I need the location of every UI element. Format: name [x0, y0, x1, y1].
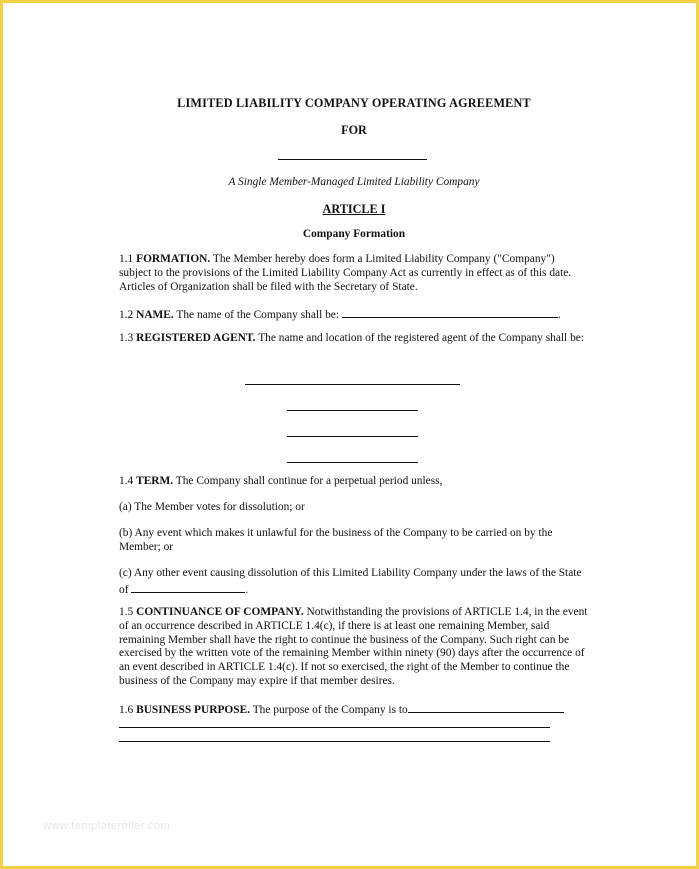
section-heading-term: TERM. — [136, 475, 174, 487]
document-subtitle: A Single Member-Managed Limited Liability Company — [228, 176, 480, 188]
section-text: The purpose of the Company is to — [250, 704, 408, 716]
period: . — [245, 583, 249, 596]
for-label: FOR — [341, 123, 367, 137]
section-1-3 — [119, 332, 589, 346]
section-1-2 — [119, 306, 589, 323]
section-1-1 — [119, 253, 589, 294]
section-number: 1.1 — [119, 253, 134, 265]
document-title: LIMITED LIABILITY COMPANY OPERATING AGREEMENT — [177, 96, 531, 110]
agent-address-line-1[interactable] — [287, 410, 418, 411]
company-name-field[interactable] — [342, 306, 558, 318]
period: . — [557, 309, 561, 321]
term-clause-b: (b) Any event which makes it unlawful for the business of the Company to be carried on by the Member; or — [119, 527, 553, 553]
watermark: www.templateroller.com — [43, 820, 171, 832]
section-1-4 — [119, 475, 589, 489]
section-text: The name of the Company shall be: — [173, 309, 339, 321]
section-heading-business-purpose: BUSINESS PURPOSE. — [136, 704, 251, 716]
term-clause-a: (a) The Member votes for dissolution; or — [119, 501, 305, 513]
section-number: 1.3 — [119, 332, 134, 344]
section-text: The name and location of the registered agent of the Company shall be: — [255, 332, 584, 344]
section-1-5 — [119, 606, 589, 689]
agent-address-line-2[interactable] — [287, 436, 418, 437]
purpose-line-3[interactable] — [119, 741, 550, 742]
agent-address-line-3[interactable] — [287, 462, 418, 463]
purpose-line-2[interactable] — [119, 727, 550, 728]
section-number: 1.4 — [119, 475, 134, 487]
section-text: Notwithstanding the provisions of ARTICLE 1.4, in the event of an occurrence described in ARTICLE 1.4(c), if there is at least one remaining Member, said remaining Member shall have the right to continue the business of the Company. Such right can be exercised by the written vote of the remaining Member within ninety (90) days after the occurrence of an event described in ARTICLE 1.4(c). If not so exercised, the right of the Member to continue the business of the Company may expire if that member desires. — [119, 606, 588, 687]
term-clause-c — [119, 567, 589, 598]
clause-text: (c) Any other event causing dissolution of this Limited Liability Company under the laws of the State of — [119, 567, 582, 596]
section-text: The Company shall continue for a perpetual period unless, — [173, 475, 443, 487]
company-name-blank — [278, 159, 427, 160]
section-number: 1.5 — [119, 606, 134, 618]
section-heading-registered-agent: REGISTERED AGENT. — [136, 332, 256, 344]
section-number: 1.6 — [119, 704, 134, 716]
state-field[interactable] — [131, 581, 245, 593]
section-number: 1.2 — [119, 309, 134, 321]
section-text: The Member hereby does form a Limited Liability Company ("Company") subject to the provisions of the Limited Liability Company Act as currently in effect as of this date. Articles of Organization shall be filed with the Secretary of State. — [119, 253, 572, 293]
article-heading: ARTICLE I — [322, 202, 386, 216]
section-heading-continuance: CONTINUANCE OF COMPANY. — [136, 606, 304, 618]
section-heading: Company Formation — [302, 228, 406, 240]
agent-name-line[interactable] — [245, 384, 460, 385]
section-heading-formation: FORMATION. — [136, 253, 211, 265]
section-heading-name: NAME. — [136, 309, 174, 321]
section-1-6 — [119, 701, 589, 718]
purpose-field[interactable] — [408, 701, 564, 713]
